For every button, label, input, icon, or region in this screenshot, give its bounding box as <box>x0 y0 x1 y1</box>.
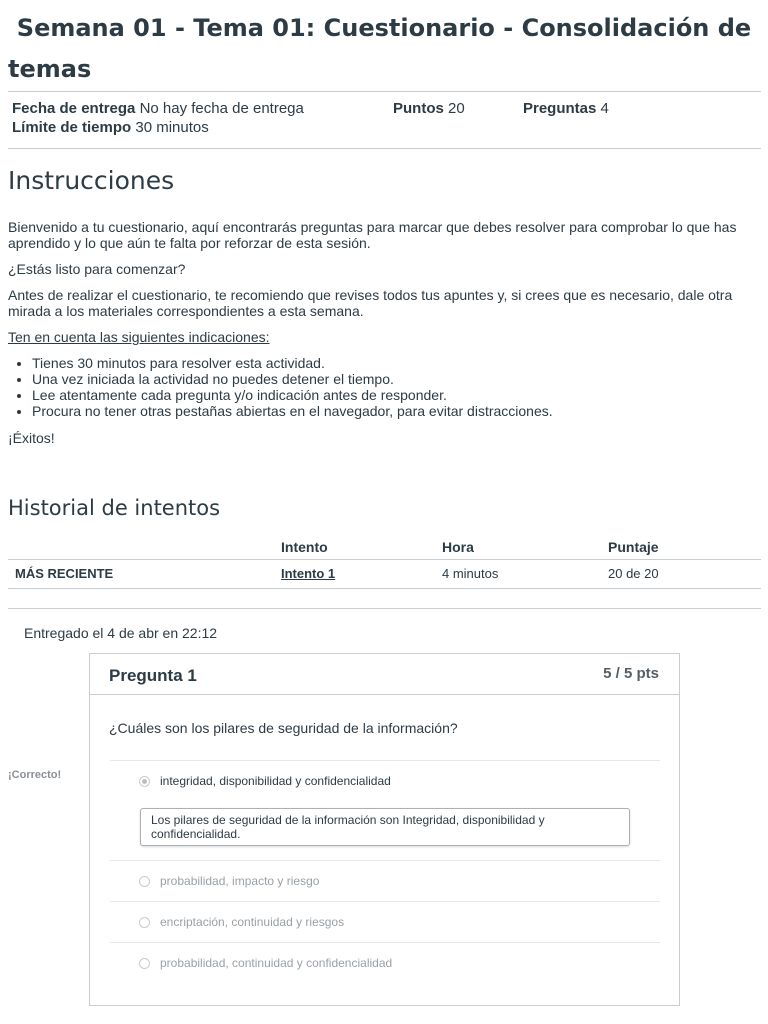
answer-option <box>110 860 660 901</box>
due-date-value: No hay fecha de entrega <box>139 100 304 117</box>
answer-option <box>110 901 660 942</box>
column-header: Intento <box>281 533 442 560</box>
points-value: 20 <box>448 100 465 117</box>
indications-list <box>8 355 760 419</box>
questions-label: Preguntas <box>523 100 597 117</box>
list-item: • Una vez iniciada la actividad no puedes detener el tiempo. <box>32 371 760 387</box>
column-header: Hora <box>442 533 608 560</box>
submitted-timestamp: Entregado el 4 de abr en 22:12 <box>24 625 218 641</box>
table-row <box>8 560 761 589</box>
list-item: • Lee atentamente cada pregunta y/o indicación antes de responder. <box>32 387 760 403</box>
most-recent-label: MÁS RECIENTE <box>8 560 281 589</box>
answer-label: integridad, disponibilidad y confidencialidad <box>160 774 391 788</box>
due-date-row <box>12 100 304 117</box>
instructions-paragraph <box>8 329 760 345</box>
quiz-meta <box>8 91 761 149</box>
column-header: Puntaje <box>608 533 761 560</box>
time-limit-row <box>12 119 209 136</box>
question-text: ¿Cuáles son los pilares de seguridad de la información? <box>109 720 458 736</box>
correct-answer-label: ¡Correcto! <box>8 769 62 781</box>
score-cell: 20 de 20 <box>608 560 761 589</box>
question-points: 5 / 5 pts <box>603 665 659 682</box>
answer-label: probabilidad, continuidad y confidencialidad <box>160 956 393 970</box>
answer-option-row <box>110 943 660 983</box>
attempt-history-table <box>8 533 761 589</box>
points-label: Puntos <box>393 100 444 117</box>
time-limit-value: 30 minutos <box>135 119 209 136</box>
instructions-paragraph: Antes de realizar el cuestionario, te recomiendo que revises todos tus apuntes y, si crees que es necesario, dale otra mirada a los materiales correspondientes a esta semana. <box>8 287 733 319</box>
answer-label: encriptación, continuidad y riesgos <box>160 915 345 929</box>
questions-row <box>523 100 609 117</box>
question-header <box>90 654 679 695</box>
question-card <box>89 653 680 1006</box>
page-title-line1: Semana 01 - Tema 01: Cuestionario - Consolidación de <box>16 14 752 42</box>
instructions-paragraph: ¿Estás listo para comenzar? <box>8 261 186 277</box>
answer-label: probabilidad, impacto y riesgo <box>160 874 320 888</box>
radio-selected-icon <box>139 776 150 787</box>
attempt-link[interactable]: Intento 1 <box>281 566 336 581</box>
attempt-history-heading: Historial de intentos <box>8 496 221 520</box>
column-header <box>8 533 281 560</box>
answer-option-row <box>110 902 660 942</box>
instructions-heading: Instrucciones <box>8 166 175 195</box>
answer-option <box>110 760 660 846</box>
radio-icon <box>139 876 150 887</box>
points-row <box>393 100 465 117</box>
answer-option-row <box>110 761 660 801</box>
indications-heading: Ten en cuenta las siguientes indicaciones: <box>8 329 270 345</box>
list-item: • Procura no tener otras pestañas abiertas en el navegador, para evitar distracciones. <box>32 403 760 419</box>
radio-icon <box>139 958 150 969</box>
answer-option-row <box>110 861 660 901</box>
answer-list <box>110 760 660 983</box>
questions-value: 4 <box>600 100 609 117</box>
attempt-cell <box>281 560 442 589</box>
table-header-row <box>8 533 761 560</box>
question-title: Pregunta 1 <box>109 666 197 685</box>
page-title-line2: temas <box>8 55 92 83</box>
instructions-paragraph: Bienvenido a tu cuestionario, aquí encontrarás preguntas para marcar que debes resolver para comprobar lo que has aprendido y lo que aún te falta por reforzar de esta sesión. <box>8 219 737 251</box>
time-limit-label: Límite de tiempo <box>12 119 132 136</box>
instructions-body <box>8 219 760 456</box>
time-cell: 4 minutos <box>442 560 608 589</box>
due-date-label: Fecha de entrega <box>12 100 136 117</box>
instructions-paragraph: ¡Éxitos! <box>8 430 55 446</box>
answer-option <box>110 942 660 983</box>
answer-comment: Los pilares de seguridad de la información son Integridad, disponibilidad y confidencialidad. <box>140 808 630 846</box>
list-item: • Tienes 30 minutos para resolver esta actividad. <box>32 355 760 371</box>
page-title <box>0 0 768 90</box>
radio-icon <box>139 917 150 928</box>
divider <box>8 608 761 609</box>
